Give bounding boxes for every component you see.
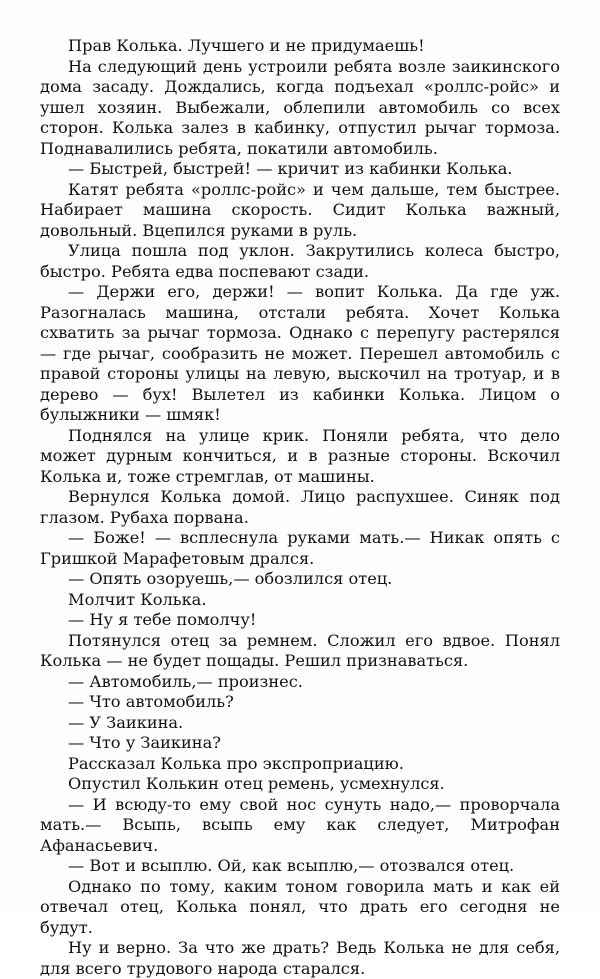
- paragraph: — Вот и всыплю. Ой, как всыплю,— отозвался отец.: [68, 856, 515, 875]
- paragraph: Вернулся Колька домой. Лицо распухшее. Синяк под глазом. Рубаха порвана.: [40, 487, 560, 527]
- paragraph: — Что автомобиль?: [68, 692, 234, 711]
- paragraph: Молчит Колька.: [68, 589, 207, 609]
- paragraph: — Автомобиль,— произнес.: [68, 671, 303, 691]
- paragraph: Прав Колька. Лучшего и не придумаешь!: [68, 36, 425, 55]
- paragraph: Катят ребята «роллс-ройс» и чем дальше, тем быстрее. Набирает машина скорость. Сидит Колька важный, довольный. Вцепился руками в руль.: [40, 179, 560, 240]
- paragraph: Поднялся на улице крик. Поняли ребята, что дело может дурным кончиться, и в разные стороны. Вскочил Колька и, тоже стремглав, от машины.: [40, 425, 560, 486]
- page-text: [40, 36, 560, 979]
- paragraph: На следующий день устроили ребята возле заикинского дома засаду. Дождались, когда подъехал «роллс-ройс» и ушел хозяин. Выбежали, облепили автомобиль со всех сторон. Колька залез в кабинку, отпустил рычаг тормоза. Поднавалились ребята, покатили автомобиль.: [40, 56, 560, 158]
- paragraph: Потянулся отец за ремнем. Сложил его вдвое. Понял Колька — не будет пощады. Решил признаваться.: [40, 630, 560, 670]
- paragraph: Опустил Колькин отец ремень, усмехнулся.: [68, 774, 445, 793]
- paragraph: Ну и верно. За что же драть? Ведь Колька не для себя, для всего трудового народа старался.: [40, 938, 560, 978]
- paragraph: — Опять озоруешь,— обозлился отец.: [68, 569, 393, 588]
- paragraph: — Быстрей, быстрей! — кричит из кабинки Колька.: [68, 159, 513, 178]
- paragraph: Однако по тому, каким тоном говорила мать и как ей отвечал отец, Колька понял, что драть его сегодня не будут.: [40, 876, 560, 937]
- paragraph: — Ну я тебе помолчу!: [68, 610, 257, 629]
- paragraph: — И всюду-то ему свой нос сунуть надо,— проворчала мать.— Всыпь, всыпь ему как следует, Митрофан Афанасьевич.: [40, 794, 560, 855]
- paragraph: — Держи его, держи! — вопит Колька. Да где уж. Разогналась машина, отстали ребята. Хочет Колька схватить за рычаг тормоза. Однако с перепугу растерялся — где рычаг, сообразить не может. Перешел автомобиль с правой стороны улицы на левую, выскочил на тротуар, и в дерево — бух! Вылетел из кабинки Колька. Лицом о булыжники — шмяк!: [40, 282, 560, 424]
- paragraph: — У Заикина.: [68, 712, 184, 732]
- paragraph: — Боже! — всплеснула руками мать.— Никак опять с Гришкой Марафетовым дрался.: [40, 528, 560, 568]
- paragraph: Улица пошла под уклон. Закрутились колеса быстро, быстро. Ребята едва поспевают сзади.: [40, 241, 560, 281]
- paragraph: — Что у Заикина?: [68, 733, 221, 752]
- paragraph: Рассказал Колька про экспроприацию.: [68, 753, 404, 773]
